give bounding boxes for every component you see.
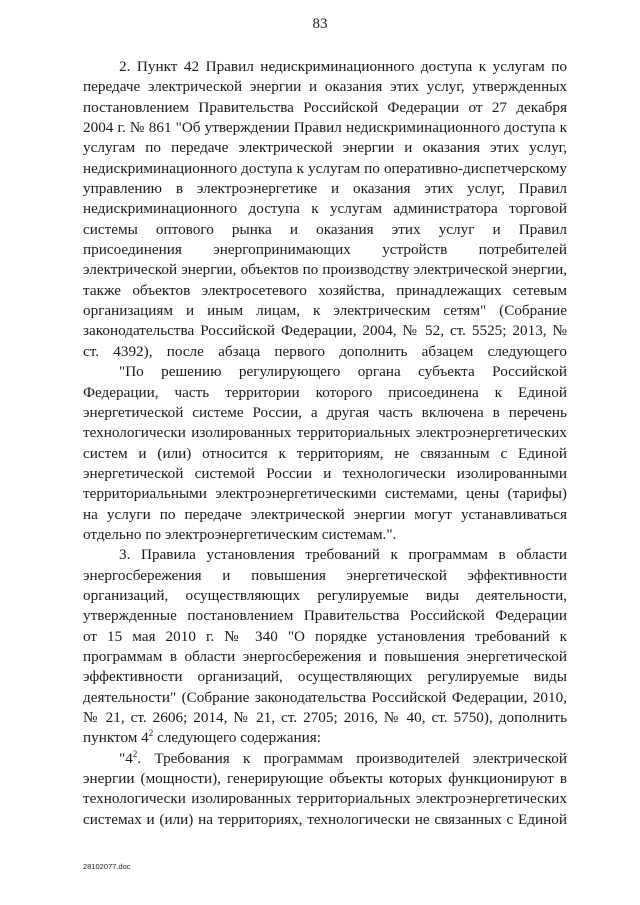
- text-line: [83, 77, 567, 97]
- text-line-content: от 15 мая 2010 г. № 340 "О порядке установления требований к: [83, 627, 567, 645]
- text-line: [83, 179, 567, 199]
- text-line-content: передаче электрической энергии и оказания этих услуг, утвержденных: [83, 78, 567, 96]
- text-line-content: электрической энергии, объектов по производству электрической энергии,: [83, 261, 567, 279]
- text-line-content: управлению в электроэнергетике и оказания этих услуг, Правил: [83, 180, 567, 198]
- text-line: [83, 505, 567, 525]
- text-line: [83, 98, 567, 118]
- text-line: [83, 220, 567, 240]
- text-line: [83, 362, 567, 382]
- text-line: [83, 138, 567, 158]
- text-line-continuation: следующего содержания:: [153, 729, 321, 747]
- text-line-content: Федерации, часть территории которого присоединена к Единой: [83, 383, 567, 401]
- text-line-content: организациям и иным лицам, к электрическим сетям" (Собрание: [83, 302, 567, 320]
- text-line: [83, 423, 567, 443]
- text-line: [83, 789, 567, 809]
- text-line: [83, 444, 567, 464]
- text-line: [83, 749, 567, 769]
- page-number: 83: [312, 16, 328, 32]
- text-line-content: услугам по передаче электрической энергии и оказания этих услуг,: [83, 139, 567, 157]
- text-line-content: также объектов электросетевого хозяйства, принадлежащих сетевым: [83, 281, 567, 299]
- text-line-content: пунктом 4: [83, 729, 149, 747]
- text-line-continuation: . Требования к программам производителей электрической: [137, 749, 567, 767]
- text-line-content: законодательства Российской Федерации, 2004, № 52, ст. 5525; 2013, №: [83, 322, 567, 340]
- text-line: [83, 57, 567, 77]
- superscript: 2: [148, 728, 154, 739]
- text-line-content: на услуги по передаче электрической энергии могут устанавливаться: [83, 505, 567, 523]
- text-line: [83, 688, 567, 708]
- text-line: [83, 118, 567, 138]
- text-line: [83, 342, 567, 362]
- text-line-content: ст. 4392), после абзаца первого дополнить абзацем следующего: [83, 342, 567, 360]
- text-line: [83, 566, 567, 586]
- text-line-content: систем и (или) относится к территориям, не связанным с Единой: [83, 444, 567, 462]
- text-line: [83, 810, 567, 830]
- text-line-content: энергии (мощности), генерирующие объекты которых функционируют в: [83, 770, 567, 788]
- text-line-content: "4: [119, 749, 133, 767]
- text-line: [83, 281, 567, 301]
- text-line: [83, 728, 567, 748]
- text-line-content: 3. Правила установления требований к программам в области: [119, 546, 567, 564]
- text-line-content: 2. Пункт 42 Правил недискриминационного доступа к услугам по: [119, 58, 567, 75]
- text-line: [83, 260, 567, 280]
- text-line: [83, 586, 567, 606]
- text-line-content: деятельности" (Собрание законодательства Российской Федерации, 2010,: [83, 688, 567, 706]
- superscript: 2: [132, 748, 138, 759]
- text-line-content: территориальными электроэнергетическими системами, цены (тарифы): [83, 485, 567, 503]
- text-line-content: утвержденные постановлением Правительства Российской Федерации: [83, 607, 567, 625]
- text-line: [83, 383, 567, 403]
- text-line-content: технологически изолированных территориальных электроэнергетических: [83, 790, 567, 808]
- text-line: [83, 464, 567, 484]
- text-line-content: технологически изолированных территориальных электроэнергетических: [83, 424, 567, 442]
- text-line: [83, 301, 567, 321]
- text-line-content: организаций, осуществляющих регулируемые виды деятельности,: [83, 586, 567, 604]
- document-body: [83, 57, 567, 830]
- text-line-content: системы оптового рынка и оказания этих услуг и Правил: [83, 220, 567, 238]
- text-line: [83, 769, 567, 789]
- text-line: [83, 627, 567, 647]
- text-line-content: "По решению регулирующего органа субъекта Российской: [119, 363, 567, 381]
- text-line-content: недискриминационного доступа к услугам по оперативно-диспетчерскому: [83, 159, 567, 177]
- text-line: [83, 321, 567, 341]
- text-line-content: системах и (или) на территориях, технологически не связанных с Единой: [83, 810, 567, 828]
- text-line-content: энергетической системе России, а другая часть включена в перечень: [83, 403, 567, 421]
- text-line-content: постановлением Правительства Российской Федерации от 27 декабря: [83, 98, 567, 116]
- text-line-content: № 21, ст. 2606; 2014, № 21, ст. 2705; 2016, № 40, ст. 5750), дополнить: [83, 709, 567, 726]
- text-line: [83, 403, 567, 423]
- text-line-content: недискриминационного доступа к услугам администратора торговой: [83, 200, 567, 218]
- text-line: [83, 525, 567, 545]
- text-line-content: энергосбережения и повышения энергетической эффективности: [83, 566, 567, 584]
- text-line: [83, 667, 567, 687]
- text-line-content: отдельно по электроэнергетическим системам.".: [83, 525, 397, 543]
- text-line: [83, 647, 567, 667]
- text-line: [83, 606, 567, 626]
- text-line-content: 2004 г. № 861 "Об утверждении Правил недискриминационного доступа к: [83, 119, 567, 137]
- text-line-content: программам в области энергосбережения и повышения энергетической: [83, 647, 567, 665]
- text-line-content: присоединения энергопринимающих устройств потребителей: [83, 241, 567, 259]
- text-line: [83, 159, 567, 179]
- footer-filename: 28102077.doc: [83, 862, 131, 871]
- text-line-content: эффективности организаций, осуществляющих регулируемые виды: [83, 668, 567, 686]
- text-line: [83, 545, 567, 565]
- text-line-content: энергетической системой России и технологически изолированными: [83, 464, 567, 482]
- text-line: [83, 199, 567, 219]
- text-line: [83, 708, 567, 728]
- text-line: [83, 484, 567, 504]
- text-line: [83, 240, 567, 260]
